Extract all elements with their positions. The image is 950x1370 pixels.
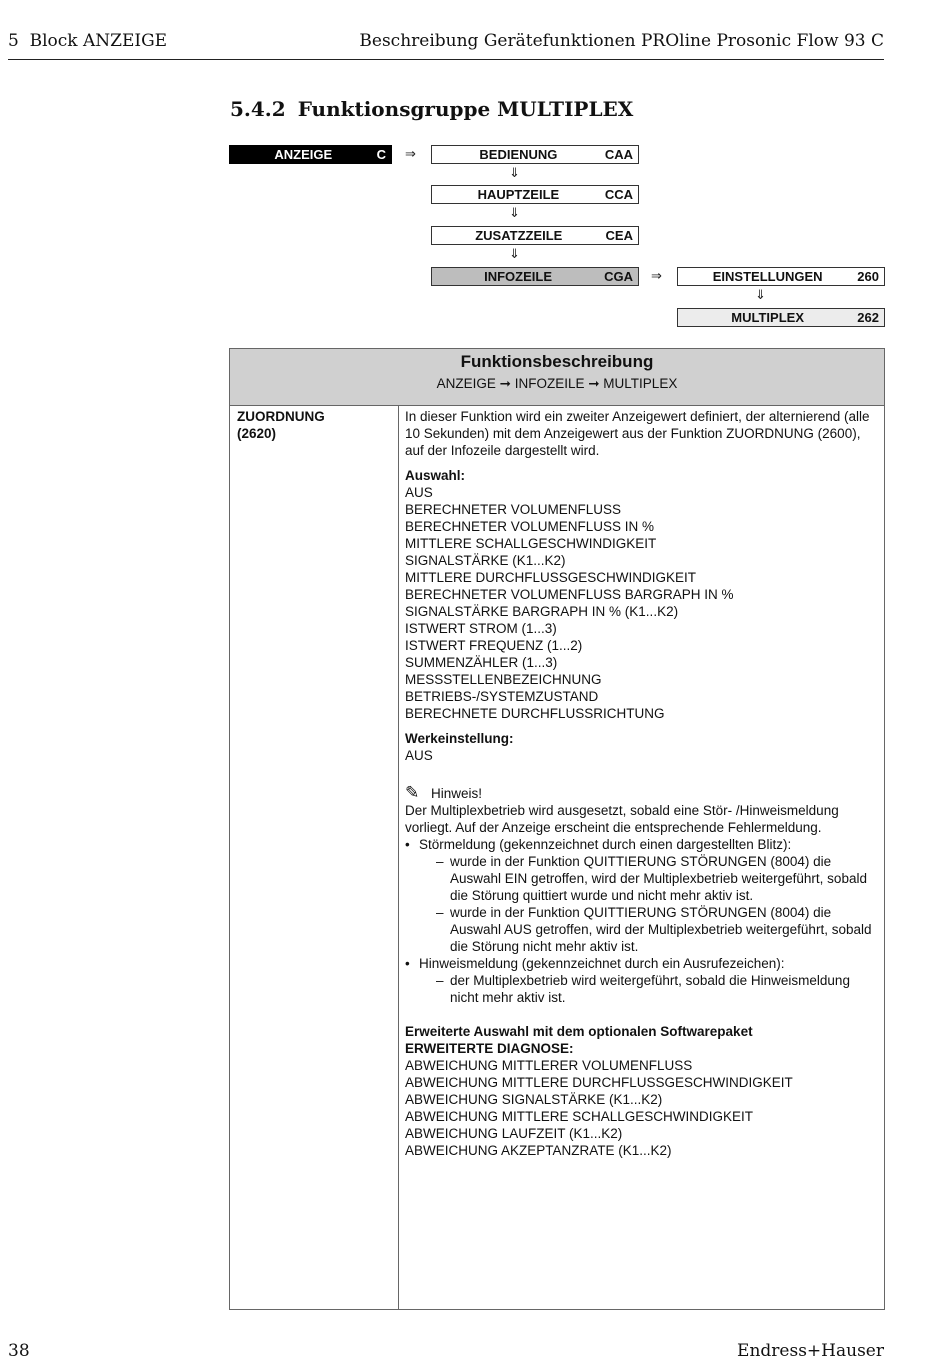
nav-code: CEA [605, 228, 633, 243]
extended-selection-list [405, 1057, 879, 1159]
nav-label: ANZEIGE [274, 147, 333, 162]
note-text: Der Multiplexbetrieb wird ausgesetzt, sobald eine Stör- /Hinweismeldung vorliegt. Auf der Anzeige erscheint die entsprechende Fehlermeldung. [405, 803, 839, 835]
list-item [405, 836, 879, 955]
extended-option: ABWEICHUNG MITTLERER VOLUMENFLUSS [405, 1058, 693, 1073]
selection-option: ISTWERT STROM (1...3) [405, 621, 557, 636]
function-code: (2620) [237, 426, 277, 441]
nav-label: EINSTELLUNGEN [712, 269, 823, 284]
factory-setting-label: Werkeinstellung: [405, 731, 514, 746]
function-description-cell [405, 408, 879, 1159]
selection-option: SIGNALSTÄRKE (K1...K2) [405, 553, 566, 568]
pencil-note-icon: ✎ [405, 783, 420, 802]
selection-option: BERECHNETER VOLUMENFLUSS IN % [405, 519, 655, 534]
extended-option: ABWEICHUNG LAUFZEIT (K1...K2) [405, 1126, 623, 1141]
intro-text: In dieser Funktion wird ein zweiter Anzeigewert definiert, der alternierend (alle 10 Sekunden) mit dem Anzeigewert aus der Funktion ZUORDNUNG (2600), auf der Infozeile dargestellt wird. [405, 409, 870, 458]
nav-label: INFOZEILE [484, 269, 552, 284]
selection-option: AUS [405, 485, 433, 500]
table-title: Funktionsbeschreibung [460, 352, 654, 371]
selection-option: ISTWERT FREQUENZ (1...2) [405, 638, 583, 653]
bullet-text: Störmeldung (gekennzeichnet durch einen dargestellten Blitz): [419, 837, 792, 852]
note-bullets [405, 836, 879, 1006]
selection-option: BERECHNETER VOLUMENFLUSS BARGRAPH IN % [405, 587, 734, 602]
running-header-chapter: 5 Block ANZEIGE [8, 31, 168, 51]
table-breadcrumb: ANZEIGE ➞ INFOZEILE ➞ MULTIPLEX [436, 376, 678, 391]
nav-label: BEDIENUNG [479, 147, 558, 162]
nav-code: C [376, 147, 386, 162]
nav-group-infozeile [431, 267, 639, 286]
nav-code: CCA [604, 187, 633, 202]
function-name-cell [237, 408, 325, 442]
list-item [405, 955, 879, 1006]
nav-group-zusatzzeile [431, 226, 639, 245]
column-divider [398, 405, 399, 1309]
section-number: 5.4.2 [230, 97, 286, 121]
nav-code: CAA [604, 147, 633, 162]
bullet-text: Hinweismeldung (gekennzeichnet durch ein Ausrufezeichen): [419, 956, 785, 971]
nav-subgroup-einstellungen [677, 267, 885, 286]
selection-option: SIGNALSTÄRKE BARGRAPH IN % (K1...K2) [405, 604, 679, 619]
selection-option: BERECHNETER VOLUMENFLUSS [405, 502, 622, 517]
arrow-right-icon: ⇒ [651, 268, 662, 283]
extended-package-name: ERWEITERTE DIAGNOSE: [405, 1041, 574, 1056]
list-item: – wurde in der Funktion QUITTIERUNG STÖRUNGEN (8004) die Auswahl AUS getroffen, wird der Multiplexbetrieb weitergeführt, sobald die Störung nicht mehr aktiv ist. [436, 904, 879, 955]
function-description-table [229, 348, 885, 1310]
arrow-down-icon: ⇓ [509, 246, 520, 261]
running-header-title: Beschreibung Gerätefunktionen PROline Prosonic Flow 93 C [359, 31, 884, 51]
nav-block-anzeige [229, 145, 392, 164]
dash-list [419, 853, 879, 955]
brand-logo-text: Endress+Hauser [737, 1341, 884, 1361]
selection-option: MESSSTELLENBEZEICHNUNG [405, 672, 602, 687]
nav-code: 260 [857, 269, 879, 284]
nav-code: CGA [604, 269, 633, 284]
selection-option: BERECHNETE DURCHFLUSSRICHTUNG [405, 706, 665, 721]
arrow-down-icon: ⇓ [509, 205, 520, 220]
list-item: – wurde in der Funktion QUITTIERUNG STÖRUNGEN (8004) die Auswahl EIN getroffen, wird der Multiplexbetrieb weitergeführt, sobald die Störung quittiert wurde und nicht mehr aktiv ist. [436, 853, 879, 904]
nav-subgroup-multiplex [677, 308, 885, 327]
note-label: Hinweis! [431, 786, 483, 801]
arrow-right-icon: ⇒ [405, 146, 416, 161]
selection-option: MITTLERE DURCHFLUSSGESCHWINDIGKEIT [405, 570, 697, 585]
nav-label: HAUPTZEILE [477, 187, 560, 202]
arrow-down-icon: ⇓ [755, 287, 766, 302]
section-title [230, 97, 633, 121]
extended-option: ABWEICHUNG AKZEPTANZRATE (K1...K2) [405, 1143, 672, 1158]
extended-selection-label: Erweiterte Auswahl mit dem optionalen Softwarepaket [405, 1024, 753, 1039]
arrow-down-icon: ⇓ [509, 165, 520, 180]
table-header [230, 349, 884, 406]
nav-group-hauptzeile [431, 185, 639, 204]
selection-label: Auswahl: [405, 468, 466, 483]
section-heading: Funktionsgruppe MULTIPLEX [297, 97, 634, 121]
nav-code: 262 [857, 310, 879, 325]
extended-option: ABWEICHUNG MITTLERE DURCHFLUSSGESCHWINDIGKEIT [405, 1075, 793, 1090]
selection-option: MITTLERE SCHALLGESCHWINDIGKEIT [405, 536, 657, 551]
note-heading [405, 784, 879, 802]
function-name: ZUORDNUNG [237, 409, 325, 424]
nav-label: MULTIPLEX [731, 310, 804, 325]
dash-list [419, 972, 879, 1006]
selection-option: SUMMENZÄHLER (1...3) [405, 655, 558, 670]
extended-option: ABWEICHUNG SIGNALSTÄRKE (K1...K2) [405, 1092, 663, 1107]
list-item: – der Multiplexbetrieb wird weitergeführt, sobald die Hinweismeldung nicht mehr aktiv ist. [436, 972, 879, 1006]
extended-option: ABWEICHUNG MITTLERE SCHALLGESCHWINDIGKEIT [405, 1109, 754, 1124]
factory-setting-value: AUS [405, 748, 433, 763]
header-rule [8, 59, 884, 60]
selection-option: BETRIEBS-/SYSTEMZUSTAND [405, 689, 599, 704]
nav-label: ZUSATZZEILE [475, 228, 563, 243]
nav-group-bedienung [431, 145, 639, 164]
selection-list [405, 484, 879, 722]
page-number: 38 [8, 1341, 30, 1361]
